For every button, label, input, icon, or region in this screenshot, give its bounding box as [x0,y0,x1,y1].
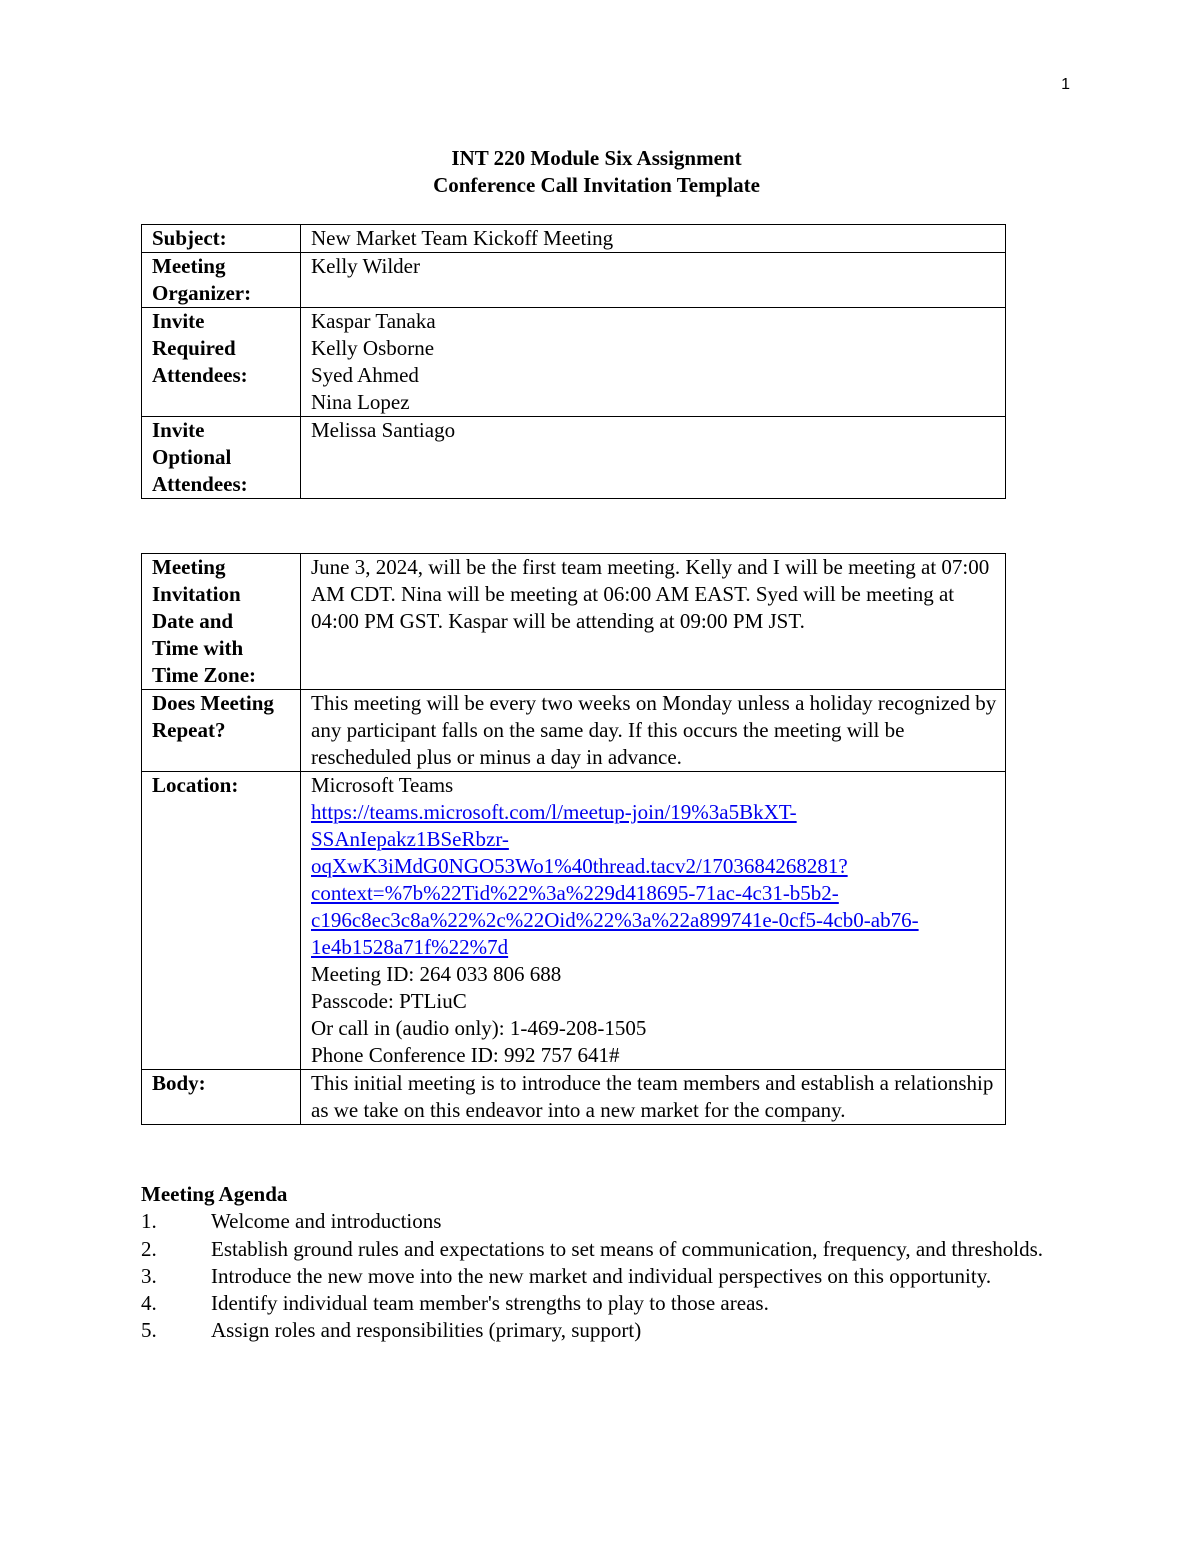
call-in-number: Or call in (audio only): 1-469-208-1505 [311,1016,647,1040]
item-number: 1. [141,1209,157,1234]
attendee: Nina Lopez [311,390,410,414]
optional-attendees-value: Melissa Santiago [301,417,1006,499]
label-line: Invitation [152,582,241,606]
repeat-value: This meeting will be every two weeks on Monday unless a holiday recognized by any participant falls on the same day. If this occurs the meeting will be rescheduled plus or minus a day in advance. [301,690,1006,772]
table-row [142,308,1006,417]
label-line: Meeting [152,254,226,278]
meeting-id: Meeting ID: 264 033 806 688 [311,962,562,986]
attendee: Kaspar Tanaka [311,309,436,333]
item-number: 3. [141,1263,157,1288]
item-number: 5. [141,1318,157,1343]
table-row [142,772,1006,1070]
label-line: Optional [152,445,232,469]
location-value [301,772,1006,1070]
invitation-table [141,224,1006,499]
organizer-value: Kelly Wilder [301,253,1006,308]
label-line: Invite [152,418,205,442]
datetime-label [142,554,301,690]
subject-label: Subject: [142,225,301,253]
link-line[interactable]: c196c8ec3c8a%22%2c%22Oid%22%3a%22a899741e-0cf5-4cb0-ab76- [311,908,919,932]
location-app: Microsoft Teams [311,773,454,797]
required-attendees-label [142,308,301,417]
body-value: This initial meeting is to introduce the team members and establish a relationship as we take on this endeavor into a new market for the company. [301,1070,1006,1125]
list-item [141,1236,1046,1263]
attendee: Syed Ahmed [311,363,419,387]
item-text: Introduce the new move into the new market and individual perspectives on this opportunity. [211,1263,992,1288]
link-line[interactable]: context=%7b%22Tid%22%3a%229d418695-71ac-4c31-b5b2- [311,881,839,905]
document-title [0,145,1193,199]
label-line: Meeting [152,555,226,579]
table-row [142,1070,1006,1125]
passcode: Passcode: PTLiuC [311,989,467,1013]
teams-meeting-link[interactable] [311,799,997,961]
meeting-details-table [141,553,1006,1125]
label-line: Required [152,336,236,360]
link-line[interactable]: oqXwK3iMdG0NGO53Wo1%40thread.tacv2/1703684268281? [311,854,848,878]
label-line: Time with [152,636,244,660]
item-text: Establish ground rules and expectations to set means of communication, frequency, and thresholds. [211,1236,1044,1261]
body-label: Body: [142,1070,301,1125]
table-row [142,690,1006,772]
item-text: Assign roles and responsibilities (primary, support) [211,1318,642,1343]
agenda-title: Meeting Agenda [141,1182,288,1206]
label-line: Date and [152,609,234,633]
link-line[interactable]: https://teams.microsoft.com/l/meetup-join/19%3a5BkXT- [311,800,797,824]
organizer-label [142,253,301,308]
meeting-agenda [141,1181,1046,1345]
label-line: Attendees: [152,363,248,387]
label-line: Attendees: [152,472,248,496]
link-line[interactable]: SSAnIepakz1BSeRbzr- [311,827,509,851]
list-item [141,1290,1046,1317]
label-line: Does Meeting [152,691,274,715]
item-number: 2. [141,1236,157,1261]
list-item [141,1208,1046,1235]
title-line-2: Conference Call Invitation Template [433,173,760,197]
page-number: 1 [1061,76,1070,93]
required-attendees-value [301,308,1006,417]
item-number: 4. [141,1291,157,1316]
label-line: Invite [152,309,205,333]
label-line: Organizer: [152,281,252,305]
location-label: Location: [142,772,301,1070]
table-row [142,225,1006,253]
list-item [141,1317,1046,1344]
title-line-1: INT 220 Module Six Assignment [451,146,742,170]
repeat-label [142,690,301,772]
table-row [142,554,1006,690]
item-text: Welcome and introductions [211,1209,442,1234]
table-row [142,417,1006,499]
table-row [142,253,1006,308]
item-text: Identify individual team member's strengths to play to those areas. [211,1291,769,1316]
label-line: Time Zone: [152,663,257,687]
datetime-value: June 3, 2024, will be the first team meeting. Kelly and I will be meeting at 07:00 AM CDT. Nina will be meeting at 06:00 AM EAST. Syed will be meeting at 04:00 PM GST. Kaspar will be attending at 09:00 PM JST. [301,554,1006,690]
link-line[interactable]: 1e4b1528a71f%22%7d [311,935,509,959]
optional-attendees-label [142,417,301,499]
subject-value: New Market Team Kickoff Meeting [301,225,1006,253]
label-line: Repeat? [152,718,226,742]
attendee: Kelly Osborne [311,336,435,360]
phone-conference-id: Phone Conference ID: 992 757 641# [311,1043,620,1067]
list-item [141,1263,1046,1290]
